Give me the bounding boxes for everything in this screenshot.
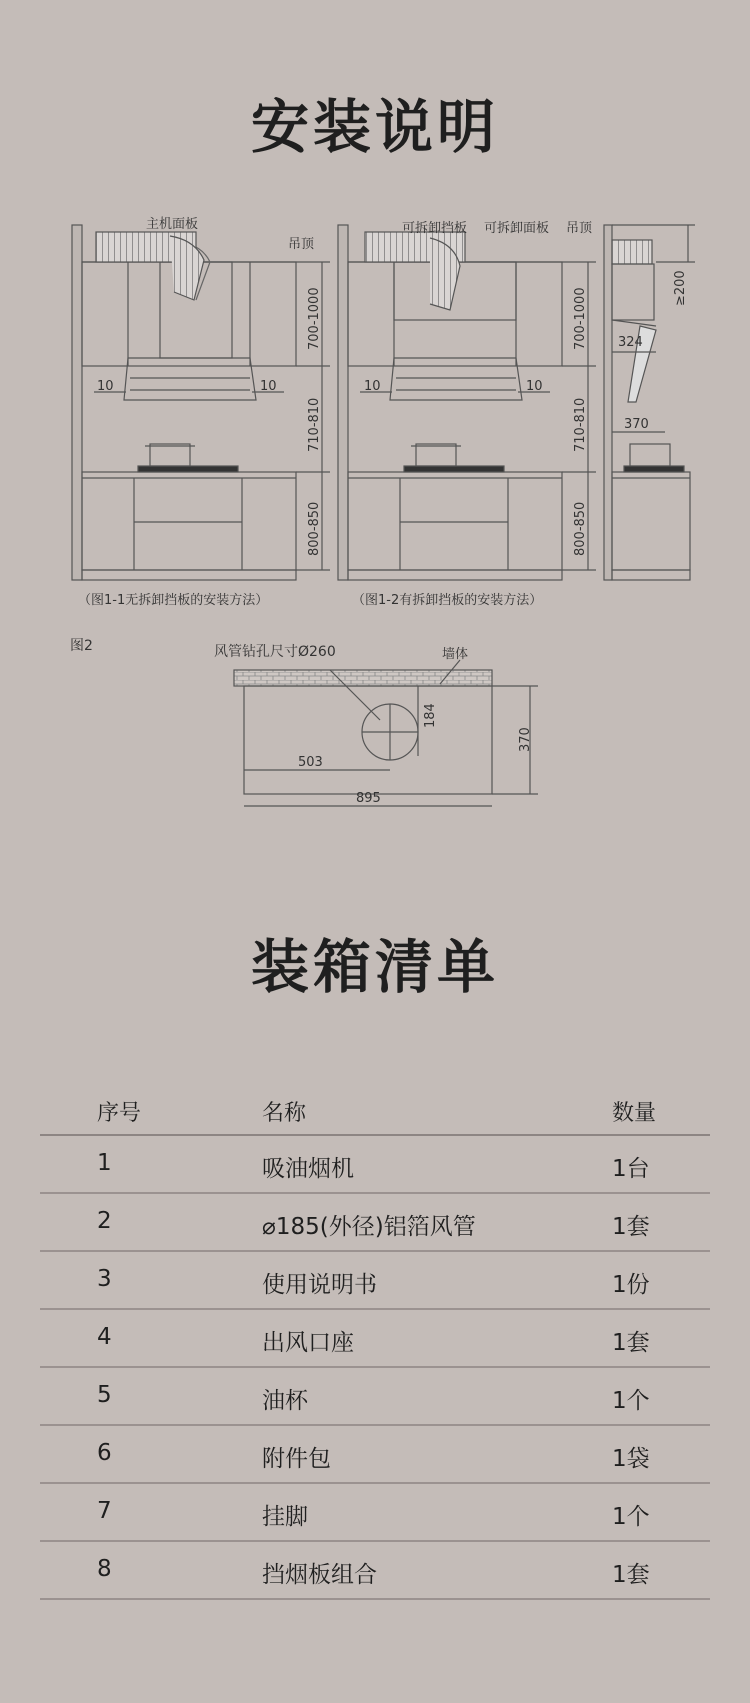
dim-700-1000-a: 700-1000 <box>307 287 322 350</box>
table-row <box>40 1194 710 1252</box>
gap-10-left-2: 10 <box>364 379 381 394</box>
header-qty: 数量 <box>612 1101 657 1126</box>
table-row <box>40 1542 710 1600</box>
row-name: 吸油烟机 <box>262 1156 354 1182</box>
gap-10-right-2: 10 <box>526 379 543 394</box>
table-row <box>40 1484 710 1542</box>
dim-800-850-a: 800-850 <box>307 501 322 556</box>
row-index: 4 <box>97 1324 112 1350</box>
dim-800-850-b: 800-850 <box>573 501 588 556</box>
fig2-hole-label: 风管钻孔尺寸Ø260 <box>214 644 336 660</box>
table-row <box>40 1368 710 1426</box>
row-name: 出风口座 <box>262 1330 354 1356</box>
label-ceiling-2: 吊顶 <box>566 221 593 236</box>
row-index: 7 <box>97 1498 112 1524</box>
figure-1-2 <box>338 225 596 580</box>
row-index: 8 <box>97 1556 112 1582</box>
figure-2 <box>234 660 538 806</box>
caption-1: （图1-1无拆卸挡板的安装方法） <box>78 593 269 608</box>
dim-710-810-a: 710-810 <box>307 397 322 452</box>
row-name: 油杯 <box>262 1388 308 1414</box>
header-name: 名称 <box>262 1101 307 1126</box>
gap-10-left-1: 10 <box>97 379 114 394</box>
figure-1-1 <box>72 225 330 580</box>
table-row <box>40 1252 710 1310</box>
row-name: 使用说明书 <box>262 1272 377 1298</box>
row-index: 3 <box>97 1266 112 1292</box>
row-qty: 1份 <box>612 1272 650 1298</box>
fig2-dim-184: 184 <box>423 703 438 728</box>
fig2-dim-370: 370 <box>518 727 533 752</box>
row-qty: 1套 <box>612 1562 650 1588</box>
dim-324: 324 <box>618 335 643 350</box>
dim-710-810-b: 710-810 <box>573 397 588 452</box>
label-main-panel: 主机面板 <box>146 217 199 232</box>
row-name: 附件包 <box>262 1446 331 1472</box>
fig2-dim-895: 895 <box>356 791 381 806</box>
row-name: ⌀185(外径)铝箔风管 <box>262 1214 476 1240</box>
fig2-dim-503: 503 <box>298 755 323 770</box>
packing-list-table <box>40 1090 710 1600</box>
row-index: 5 <box>97 1382 112 1408</box>
caption-2: （图1-2有拆卸挡板的安装方法） <box>352 593 543 608</box>
fig2-wall-label: 墙体 <box>442 647 469 662</box>
row-qty: 1台 <box>612 1156 650 1182</box>
row-qty: 1袋 <box>612 1446 650 1472</box>
fig2-label: 图2 <box>70 638 93 654</box>
dim-200: ≥200 <box>673 270 688 306</box>
row-index: 1 <box>97 1150 112 1176</box>
installation-diagram <box>0 0 750 820</box>
table-header <box>40 1090 710 1136</box>
table-row <box>40 1310 710 1368</box>
table-row <box>40 1136 710 1194</box>
row-qty: 1套 <box>612 1330 650 1356</box>
label-removable-baffle: 可拆卸挡板 <box>402 221 468 236</box>
packing-title: 装箱清单 <box>250 933 499 1001</box>
gap-10-right-1: 10 <box>260 379 277 394</box>
row-name: 挂脚 <box>262 1504 308 1530</box>
install-title: 安装说明 <box>250 93 499 161</box>
table-row <box>40 1426 710 1484</box>
row-qty: 1个 <box>612 1388 650 1414</box>
row-index: 6 <box>97 1440 112 1466</box>
dim-370-side: 370 <box>624 417 649 432</box>
label-removable-panel: 可拆卸面板 <box>484 221 550 236</box>
row-qty: 1套 <box>612 1214 650 1240</box>
dim-700-1000-b: 700-1000 <box>573 287 588 350</box>
header-index: 序号 <box>97 1101 142 1126</box>
label-ceiling-1: 吊顶 <box>288 237 315 252</box>
row-name: 挡烟板组合 <box>262 1562 377 1588</box>
row-index: 2 <box>97 1208 112 1234</box>
row-qty: 1个 <box>612 1504 650 1530</box>
